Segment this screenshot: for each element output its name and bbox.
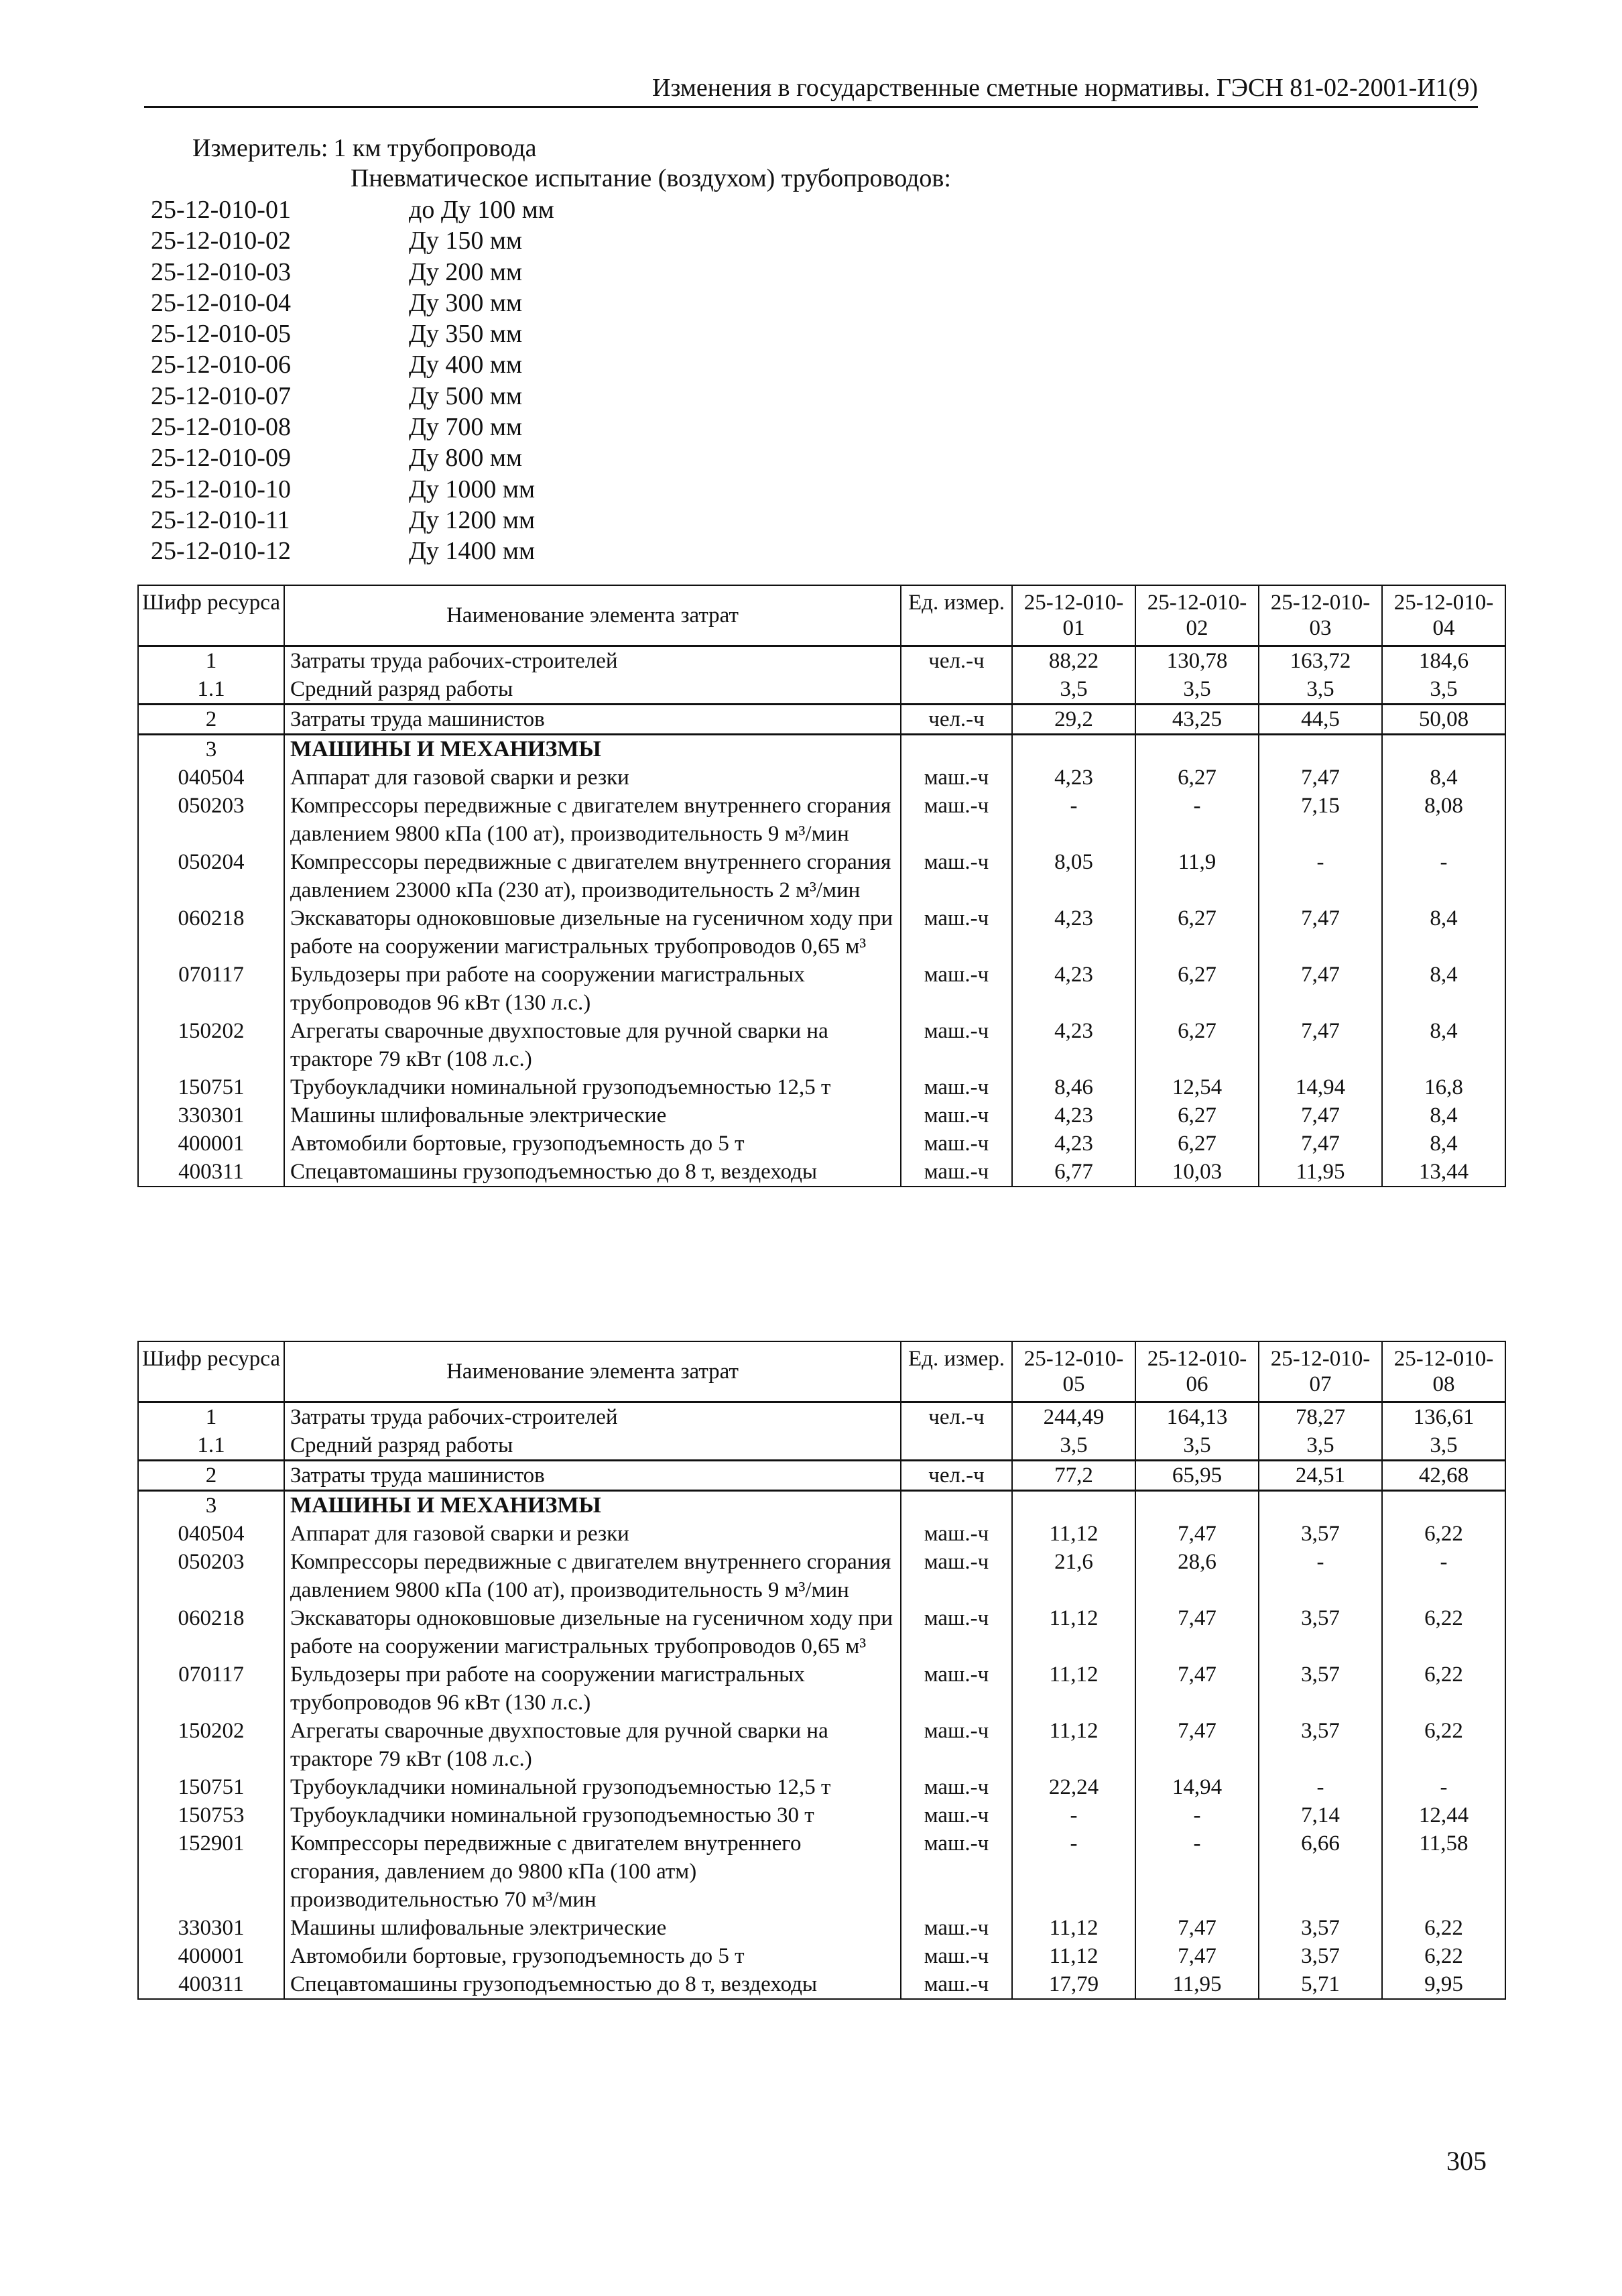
- value-cell: 7,47: [1135, 1520, 1259, 1548]
- resource-code-cell: 150202: [138, 1717, 284, 1773]
- value-cell: 8,4: [1382, 764, 1505, 792]
- table-row: [138, 1548, 1505, 1604]
- value-cell: 44,5: [1259, 705, 1382, 735]
- value-cell: 3,57: [1259, 1660, 1382, 1717]
- value-cell: 7,47: [1135, 1660, 1259, 1717]
- value-cell: 14,94: [1259, 1073, 1382, 1101]
- resource-name-cell: Агрегаты сварочные двухпостовые для ручной сварки на тракторе 79 кВт (108 л.с.): [284, 1017, 901, 1073]
- resource-code-cell: 070117: [138, 961, 284, 1017]
- value-cell: [1135, 735, 1259, 764]
- resource-name-cell: Бульдозеры при работе на сооружении магистральных трубопроводов 96 кВт (130 л.с.): [284, 1660, 901, 1717]
- unit-cell: чел.-ч: [901, 1402, 1012, 1432]
- resource-name-cell: Автомобили бортовые, грузоподъемность до 5 т: [284, 1942, 901, 1970]
- value-cell: 3,5: [1012, 1431, 1135, 1461]
- resource-code-cell: 040504: [138, 1520, 284, 1548]
- page-header: Изменения в государственные сметные нормативы. ГЭСН 81-02-2001-И1(9): [144, 72, 1478, 108]
- unit-cell: маш.-ч: [901, 1829, 1012, 1914]
- norm-description: до Ду 100 мм: [409, 196, 554, 224]
- value-cell: 8,05: [1012, 848, 1135, 904]
- resource-code-cell: 040504: [138, 764, 284, 792]
- value-cell: 3,57: [1259, 1717, 1382, 1773]
- resource-code-cell: 050203: [138, 1548, 284, 1604]
- table-row: [138, 1073, 1505, 1101]
- unit-cell: маш.-ч: [901, 1801, 1012, 1829]
- value-cell: 6,22: [1382, 1520, 1505, 1548]
- value-cell: 6,27: [1135, 1101, 1259, 1130]
- unit-cell: [901, 735, 1012, 764]
- value-cell: 12,54: [1135, 1073, 1259, 1101]
- value-cell: 78,27: [1259, 1402, 1382, 1432]
- table-row: [138, 848, 1505, 904]
- value-cell: 28,6: [1135, 1548, 1259, 1604]
- table-row: [138, 1491, 1505, 1520]
- table-row: [138, 792, 1505, 848]
- value-cell: 21,6: [1012, 1548, 1135, 1604]
- norm-description: Ду 150 мм: [409, 227, 523, 255]
- unit-cell: маш.-ч: [901, 1130, 1012, 1158]
- norm-code: 25-12-010-10: [151, 475, 291, 503]
- meter-line: [192, 133, 537, 164]
- norm-description: Ду 1200 мм: [409, 505, 536, 534]
- norm-description: Ду 400 мм: [409, 351, 523, 379]
- resource-name-cell: Средний разряд работы: [284, 1431, 901, 1461]
- value-cell: 6,27: [1135, 904, 1259, 961]
- col-header-norm: 25-12-010-07: [1259, 1341, 1382, 1402]
- norm-code: 25-12-010-01: [151, 196, 291, 224]
- resource-name-cell: Аппарат для газовой сварки и резки: [284, 1520, 901, 1548]
- unit-cell: чел.-ч: [901, 646, 1012, 676]
- table-row: [138, 1604, 1505, 1660]
- resource-code-cell: 050204: [138, 848, 284, 904]
- norm-table-2: [137, 1341, 1506, 2000]
- norm-code: 25-12-010-03: [151, 257, 291, 286]
- value-cell: 7,47: [1135, 1914, 1259, 1942]
- norm-code: 25-12-010-07: [151, 381, 291, 410]
- value-cell: 8,4: [1382, 1017, 1505, 1073]
- col-header-norm: 25-12-010-01: [1012, 585, 1135, 646]
- table-row: [138, 1158, 1505, 1187]
- col-header-norm: 25-12-010-06: [1135, 1341, 1259, 1402]
- value-cell: 7,47: [1259, 961, 1382, 1017]
- col-header-name: Наименование элемента затрат: [284, 1341, 901, 1402]
- norm-code: 25-12-010-02: [151, 227, 291, 255]
- resource-name-cell: Трубоукладчики номинальной грузоподъемностью 12,5 т: [284, 1073, 901, 1101]
- table-row: [138, 1660, 1505, 1717]
- value-cell: 11,9: [1135, 848, 1259, 904]
- value-cell: 11,12: [1012, 1604, 1135, 1660]
- table-row: [138, 1017, 1505, 1073]
- resource-name-cell: Агрегаты сварочные двухпостовые для ручной сварки на тракторе 79 кВт (108 л.с.): [284, 1717, 901, 1773]
- unit-cell: маш.-ч: [901, 1158, 1012, 1187]
- col-header-norm: 25-12-010-02: [1135, 585, 1259, 646]
- table-row: [138, 1520, 1505, 1548]
- unit-cell: маш.-ч: [901, 904, 1012, 961]
- resource-code-cell: 330301: [138, 1914, 284, 1942]
- resource-code-cell: 060218: [138, 1604, 284, 1660]
- value-cell: 5,71: [1259, 1970, 1382, 1999]
- value-cell: 6,27: [1135, 1017, 1259, 1073]
- resource-name-cell: Компрессоры передвижные с двигателем внутреннего сгорания давлением 23000 кПа (230 ат), производительность 2 м³/мин: [284, 848, 901, 904]
- resource-code-cell: 330301: [138, 1101, 284, 1130]
- resource-code-cell: 060218: [138, 904, 284, 961]
- meter-label: Измеритель:: [192, 134, 328, 162]
- value-cell: 88,22: [1012, 646, 1135, 676]
- value-cell: 8,4: [1382, 1101, 1505, 1130]
- value-cell: 136,61: [1382, 1402, 1505, 1432]
- value-cell: 4,23: [1012, 904, 1135, 961]
- norm-code: 25-12-010-12: [151, 537, 291, 566]
- value-cell: 3,5: [1012, 675, 1135, 705]
- unit-cell: маш.-ч: [901, 1101, 1012, 1130]
- value-cell: 7,15: [1259, 792, 1382, 848]
- value-cell: 77,2: [1012, 1461, 1135, 1491]
- resource-code-cell: 400001: [138, 1130, 284, 1158]
- value-cell: 4,23: [1012, 764, 1135, 792]
- unit-cell: чел.-ч: [901, 705, 1012, 735]
- resource-name-cell: Затраты труда машинистов: [284, 1461, 901, 1491]
- value-cell: 12,44: [1382, 1801, 1505, 1829]
- unit-cell: [901, 1431, 1012, 1461]
- resource-name-cell: Автомобили бортовые, грузоподъемность до 5 т: [284, 1130, 901, 1158]
- col-header-norm: 25-12-010-03: [1259, 585, 1382, 646]
- value-cell: [1012, 735, 1135, 764]
- value-cell: 3,5: [1135, 675, 1259, 705]
- value-cell: -: [1382, 848, 1505, 904]
- value-cell: 8,4: [1382, 904, 1505, 961]
- resource-name-cell: Трубоукладчики номинальной грузоподъемностью 12,5 т: [284, 1773, 901, 1801]
- col-header-code: Шифр ресурса: [138, 585, 284, 646]
- resource-code-cell: 150751: [138, 1773, 284, 1801]
- table-row: [138, 1829, 1505, 1914]
- resource-code-cell: 150202: [138, 1017, 284, 1073]
- resource-name-cell: Компрессоры передвижные с двигателем внутреннего сгорания давлением 9800 кПа (100 ат), производительность 9 м³/мин: [284, 1548, 901, 1604]
- col-header-name: Наименование элемента затрат: [284, 585, 901, 646]
- unit-cell: маш.-ч: [901, 1970, 1012, 1999]
- col-header-code: Шифр ресурса: [138, 1341, 284, 1402]
- value-cell: [1135, 1491, 1259, 1520]
- value-cell: 16,8: [1382, 1073, 1505, 1101]
- value-cell: 3,5: [1382, 1431, 1505, 1461]
- value-cell: 4,23: [1012, 1017, 1135, 1073]
- value-cell: -: [1259, 1773, 1382, 1801]
- resource-name-cell: Экскаваторы одноковшовые дизельные на гусеничном ходу при работе на сооружении магистральных трубопроводов 0,65 м³: [284, 904, 901, 961]
- section-subtitle: Пневматическое испытание (воздухом) трубопроводов:: [351, 164, 951, 192]
- resource-code-cell: 150753: [138, 1801, 284, 1829]
- resource-name-cell: Затраты труда машинистов: [284, 705, 901, 735]
- table-row: [138, 1101, 1505, 1130]
- value-cell: 6,22: [1382, 1717, 1505, 1773]
- value-cell: 130,78: [1135, 646, 1259, 676]
- value-cell: 42,68: [1382, 1461, 1505, 1491]
- resource-name-cell: Компрессоры передвижные с двигателем внутреннего сгорания давлением 9800 кПа (100 ат), производительность 9 м³/мин: [284, 792, 901, 848]
- table-row: [138, 764, 1505, 792]
- value-cell: 7,47: [1135, 1942, 1259, 1970]
- unit-cell: маш.-ч: [901, 1914, 1012, 1942]
- norm-table-1: [137, 585, 1506, 1187]
- unit-cell: маш.-ч: [901, 1773, 1012, 1801]
- value-cell: 11,12: [1012, 1660, 1135, 1717]
- value-cell: 163,72: [1259, 646, 1382, 676]
- value-cell: 7,47: [1259, 764, 1382, 792]
- resource-name-cell: Машины шлифовальные электрические: [284, 1101, 901, 1130]
- value-cell: 11,12: [1012, 1717, 1135, 1773]
- table-row: [138, 1431, 1505, 1461]
- value-cell: [1382, 1491, 1505, 1520]
- value-cell: [1259, 1491, 1382, 1520]
- value-cell: -: [1135, 792, 1259, 848]
- table-row: [138, 1773, 1505, 1801]
- value-cell: 3,57: [1259, 1520, 1382, 1548]
- resource-name-cell: Затраты труда рабочих-строителей: [284, 646, 901, 676]
- norm-description: Ду 350 мм: [409, 320, 523, 349]
- unit-cell: [901, 1491, 1012, 1520]
- resource-code-cell: 400001: [138, 1942, 284, 1970]
- value-cell: 8,46: [1012, 1073, 1135, 1101]
- table-header-row: [138, 585, 1505, 646]
- value-cell: 11,95: [1135, 1970, 1259, 1999]
- resource-code-cell: 1.1: [138, 1431, 284, 1461]
- unit-cell: маш.-ч: [901, 1942, 1012, 1970]
- value-cell: 3,57: [1259, 1914, 1382, 1942]
- value-cell: 7,47: [1259, 1017, 1382, 1073]
- table-row: [138, 1914, 1505, 1942]
- table-row: [138, 675, 1505, 705]
- value-cell: -: [1382, 1773, 1505, 1801]
- value-cell: 6,27: [1135, 1130, 1259, 1158]
- value-cell: 7,14: [1259, 1801, 1382, 1829]
- value-cell: 164,13: [1135, 1402, 1259, 1432]
- norm-code: 25-12-010-08: [151, 413, 291, 442]
- resource-code-cell: 3: [138, 1491, 284, 1520]
- value-cell: 8,4: [1382, 1130, 1505, 1158]
- table-row: [138, 646, 1505, 676]
- unit-cell: маш.-ч: [901, 1660, 1012, 1717]
- value-cell: -: [1135, 1801, 1259, 1829]
- norm-description: Ду 1400 мм: [409, 537, 536, 566]
- table-row: [138, 904, 1505, 961]
- value-cell: 11,12: [1012, 1942, 1135, 1970]
- value-cell: 7,47: [1259, 1101, 1382, 1130]
- value-cell: 22,24: [1012, 1773, 1135, 1801]
- resource-name-cell: Средний разряд работы: [284, 675, 901, 705]
- resource-code-cell: 050203: [138, 792, 284, 848]
- value-cell: 11,12: [1012, 1520, 1135, 1548]
- table-row: [138, 1461, 1505, 1491]
- table-row: [138, 1942, 1505, 1970]
- resource-code-cell: 152901: [138, 1829, 284, 1914]
- resource-name-cell: Трубоукладчики номинальной грузоподъемностью 30 т: [284, 1801, 901, 1829]
- value-cell: 50,08: [1382, 705, 1505, 735]
- resource-code-cell: 2: [138, 1461, 284, 1491]
- resource-name-cell: Спецавтомашины грузоподъемностью до 8 т, вездеходы: [284, 1158, 901, 1187]
- value-cell: 7,47: [1259, 1130, 1382, 1158]
- resource-name-cell: Бульдозеры при работе на сооружении магистральных трубопроводов 96 кВт (130 л.с.): [284, 961, 901, 1017]
- resource-code-cell: 1.1: [138, 675, 284, 705]
- value-cell: 6,77: [1012, 1158, 1135, 1187]
- unit-cell: [901, 675, 1012, 705]
- value-cell: 6,66: [1259, 1829, 1382, 1914]
- table-row: [138, 1402, 1505, 1432]
- value-cell: 9,95: [1382, 1970, 1505, 1999]
- value-cell: -: [1012, 1829, 1135, 1914]
- norm-code: 25-12-010-06: [151, 351, 291, 379]
- value-cell: 6,22: [1382, 1604, 1505, 1660]
- value-cell: -: [1259, 1548, 1382, 1604]
- unit-cell: маш.-ч: [901, 961, 1012, 1017]
- unit-cell: чел.-ч: [901, 1461, 1012, 1491]
- value-cell: -: [1259, 848, 1382, 904]
- value-cell: 65,95: [1135, 1461, 1259, 1491]
- unit-cell: маш.-ч: [901, 1717, 1012, 1773]
- table-row: [138, 705, 1505, 735]
- table-row: [138, 735, 1505, 764]
- table-row: [138, 1717, 1505, 1773]
- unit-cell: маш.-ч: [901, 1073, 1012, 1101]
- value-cell: [1382, 735, 1505, 764]
- value-cell: 3,5: [1382, 675, 1505, 705]
- value-cell: [1012, 1491, 1135, 1520]
- unit-cell: маш.-ч: [901, 848, 1012, 904]
- value-cell: 11,12: [1012, 1914, 1135, 1942]
- unit-cell: маш.-ч: [901, 764, 1012, 792]
- col-header-unit: Ед. измер.: [901, 585, 1012, 646]
- resource-code-cell: 1: [138, 646, 284, 676]
- value-cell: 11,95: [1259, 1158, 1382, 1187]
- value-cell: 6,27: [1135, 764, 1259, 792]
- norm-description: Ду 1000 мм: [409, 475, 536, 503]
- resource-code-cell: 400311: [138, 1158, 284, 1187]
- resource-code-cell: 1: [138, 1402, 284, 1432]
- value-cell: 11,58: [1382, 1829, 1505, 1914]
- norm-code: 25-12-010-05: [151, 320, 291, 349]
- value-cell: 4,23: [1012, 961, 1135, 1017]
- value-cell: 24,51: [1259, 1461, 1382, 1491]
- value-cell: 3,5: [1135, 1431, 1259, 1461]
- resource-code-cell: 2: [138, 705, 284, 735]
- value-cell: 4,23: [1012, 1130, 1135, 1158]
- value-cell: 3,5: [1259, 1431, 1382, 1461]
- unit-cell: маш.-ч: [901, 1548, 1012, 1604]
- value-cell: 17,79: [1012, 1970, 1135, 1999]
- col-header-norm: 25-12-010-08: [1382, 1341, 1505, 1402]
- norm-description: Ду 700 мм: [409, 413, 523, 442]
- value-cell: 29,2: [1012, 705, 1135, 735]
- value-cell: 3,57: [1259, 1942, 1382, 1970]
- value-cell: 6,22: [1382, 1660, 1505, 1717]
- value-cell: -: [1012, 1801, 1135, 1829]
- value-cell: 8,08: [1382, 792, 1505, 848]
- table-row: [138, 1130, 1505, 1158]
- norm-description: Ду 200 мм: [409, 257, 523, 286]
- value-cell: 13,44: [1382, 1158, 1505, 1187]
- norm-code: 25-12-010-09: [151, 444, 291, 473]
- unit-cell: маш.-ч: [901, 792, 1012, 848]
- value-cell: [1259, 735, 1382, 764]
- resource-name-cell: Компрессоры передвижные с двигателем внутреннего сгорания, давлением до 9800 кПа (100 атм) производительностью 70 м³/мин: [284, 1829, 901, 1914]
- value-cell: 7,47: [1135, 1717, 1259, 1773]
- value-cell: 8,4: [1382, 961, 1505, 1017]
- value-cell: 7,47: [1259, 904, 1382, 961]
- resource-code-cell: 3: [138, 735, 284, 764]
- col-header-norm: 25-12-010-05: [1012, 1341, 1135, 1402]
- resource-name-cell: МАШИНЫ И МЕХАНИЗМЫ: [284, 1491, 901, 1520]
- meter-value: 1 км трубопровода: [333, 134, 537, 162]
- value-cell: -: [1012, 792, 1135, 848]
- value-cell: 43,25: [1135, 705, 1259, 735]
- value-cell: 3,57: [1259, 1604, 1382, 1660]
- value-cell: -: [1382, 1548, 1505, 1604]
- value-cell: 7,47: [1135, 1604, 1259, 1660]
- table-row: [138, 1801, 1505, 1829]
- unit-cell: маш.-ч: [901, 1017, 1012, 1073]
- norm-code: 25-12-010-11: [151, 505, 290, 534]
- col-header-norm: 25-12-010-04: [1382, 585, 1505, 646]
- value-cell: 3,5: [1259, 675, 1382, 705]
- resource-code-cell: 070117: [138, 1660, 284, 1717]
- norm-description: Ду 500 мм: [409, 381, 523, 410]
- resource-name-cell: Затраты труда рабочих-строителей: [284, 1402, 901, 1432]
- unit-cell: маш.-ч: [901, 1604, 1012, 1660]
- resource-name-cell: МАШИНЫ И МЕХАНИЗМЫ: [284, 735, 901, 764]
- resource-code-cell: 150751: [138, 1073, 284, 1101]
- value-cell: 244,49: [1012, 1402, 1135, 1432]
- value-cell: 10,03: [1135, 1158, 1259, 1187]
- table-header-row: [138, 1341, 1505, 1402]
- col-header-unit: Ед. измер.: [901, 1341, 1012, 1402]
- value-cell: 184,6: [1382, 646, 1505, 676]
- resource-name-cell: Спецавтомашины грузоподъемностью до 8 т, вездеходы: [284, 1970, 901, 1999]
- resource-name-cell: Экскаваторы одноковшовые дизельные на гусеничном ходу при работе на сооружении магистральных трубопроводов 0,65 м³: [284, 1604, 901, 1660]
- value-cell: 4,23: [1012, 1101, 1135, 1130]
- norm-code: 25-12-010-04: [151, 288, 291, 317]
- norm-description: Ду 800 мм: [409, 444, 523, 473]
- value-cell: 6,22: [1382, 1914, 1505, 1942]
- value-cell: -: [1135, 1829, 1259, 1914]
- table-row: [138, 1970, 1505, 1999]
- unit-cell: маш.-ч: [901, 1520, 1012, 1548]
- resource-name-cell: Машины шлифовальные электрические: [284, 1914, 901, 1942]
- resource-name-cell: Аппарат для газовой сварки и резки: [284, 764, 901, 792]
- table-row: [138, 961, 1505, 1017]
- resource-code-cell: 400311: [138, 1970, 284, 1999]
- value-cell: 6,27: [1135, 961, 1259, 1017]
- norm-description: Ду 300 мм: [409, 288, 523, 317]
- value-cell: 6,22: [1382, 1942, 1505, 1970]
- value-cell: 14,94: [1135, 1773, 1259, 1801]
- page-number: 305: [1446, 2146, 1487, 2176]
